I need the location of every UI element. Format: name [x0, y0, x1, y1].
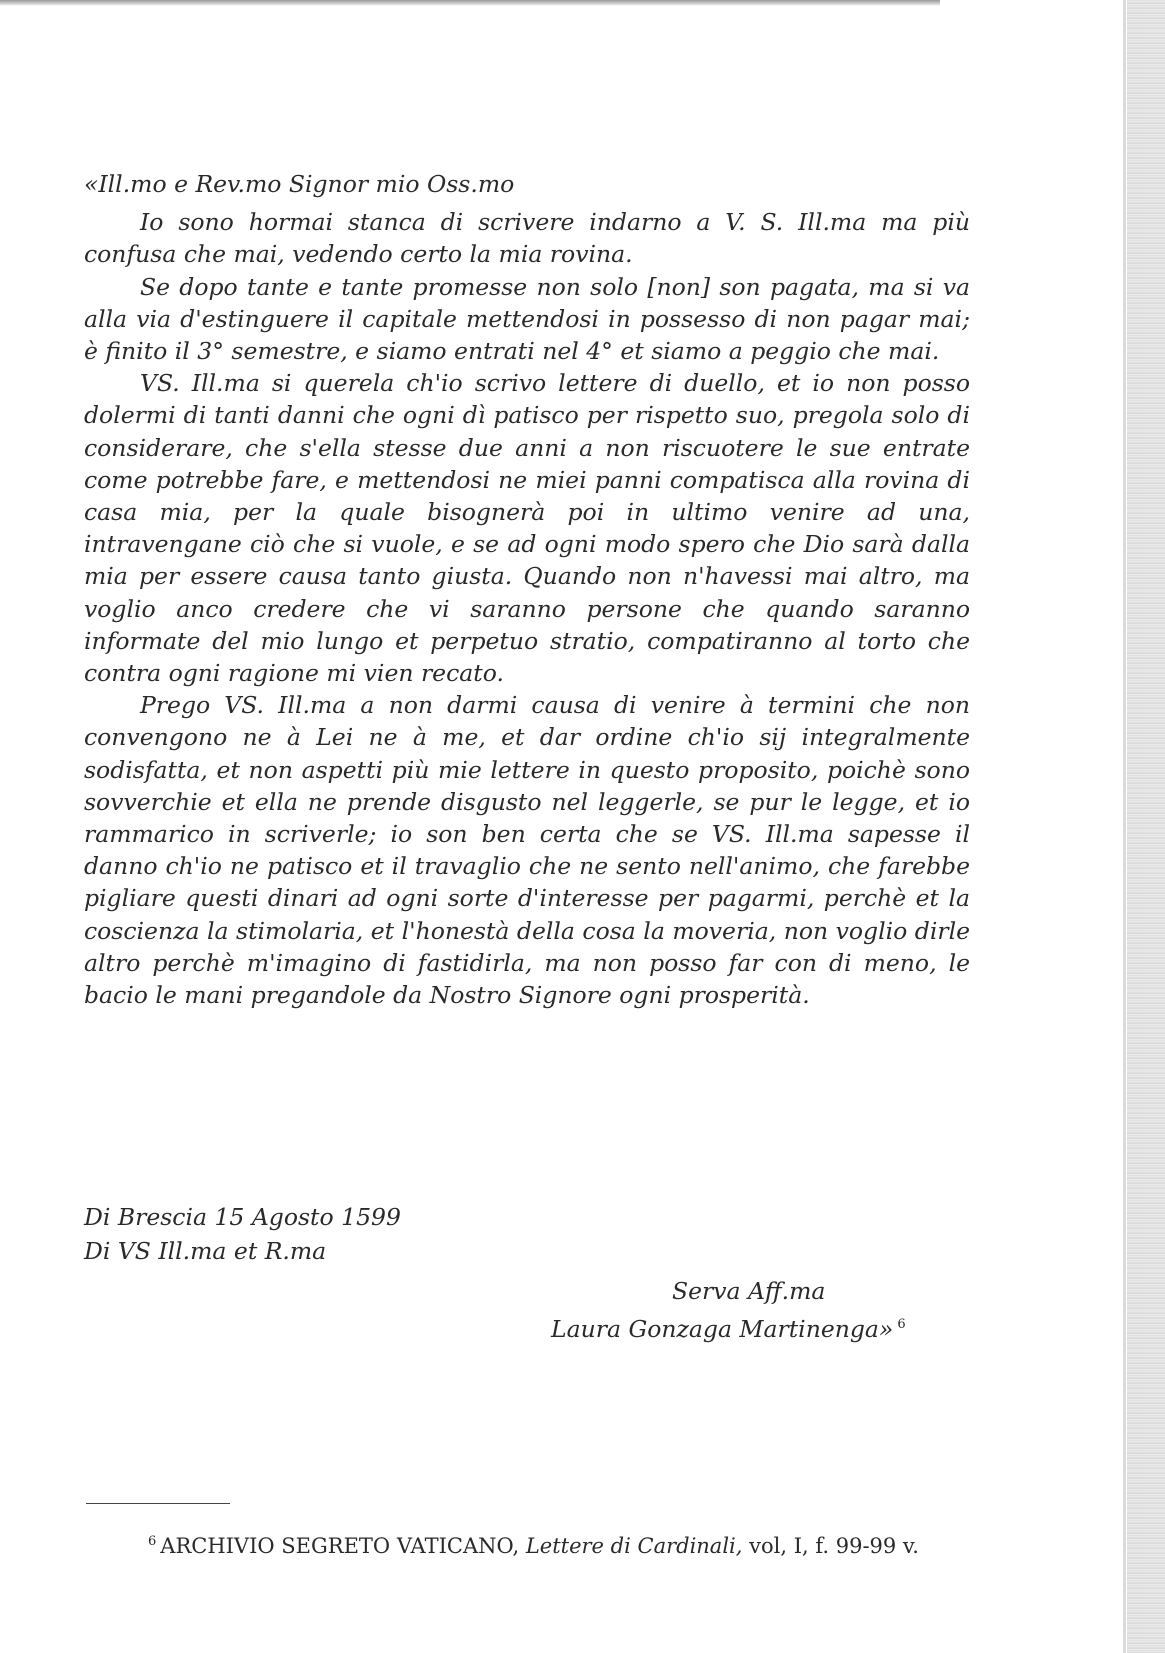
footnote-archive: ARCHIVIO SEGRETO VATICANO, [160, 1534, 520, 1558]
letter-salutation: «Ill.mo e Rev.mo Signor mio Oss.mo [84, 170, 515, 198]
footnote-number: 6 [148, 1534, 157, 1549]
address-line: Di VS Ill.ma et R.ma [84, 1237, 327, 1265]
page-top-edge [0, 0, 940, 6]
letter-paragraph: Prego VS. Ill.ma a non darmi causa di venire à termini che non convengono ne à Lei ne à me, et dar ordine ch'io sij integralmente sodisfatta, et non aspetti più mie lettere in questo proposito, poichè sono sovverchie et ella ne prende disgusto nel leggerle, se pur le legge, et io rammarico in scriverle; io son ben certa che se VS. Ill.ma sapesse il danno ch'io ne patisco et il travaglio che ne sento nell'animo, che farebbe pigliare questi dinari ad ogni sorte d'interesse per pagarmi, perchè et la coscienza la stimolaria, et l'honestà della cosa la moveria, non voglio dirle altro perchè m'imagino di fastidirla, ma non posso far con di meno, le bacio le mani pregandole da Nostro Signore ogni prosperità. [84, 691, 970, 1010]
letter-closing [84, 1200, 401, 1268]
page-scan-edge [1127, 0, 1165, 1653]
letter-paragraph: VS. Ill.ma si querela ch'io scrivo lettere di duello, et io non posso dolermi di tanti danni che ogni dì patisco per rispetto suo, pregola solo di considerare, che s'ella stesse due anni a non riscuotere le sue entrate come potrebbe fare, e mettendosi ne miei panni compatisca alla rovina di casa mia, per la quale bisognerà poi in ultimo venire ad una, intravengane ciò che si vuole, e se ad ogni modo spero che Dio sarà dalla mia per essere causa tanto giusta. Quando non n'havessi mai altro, ma voglio anco credere che vi saranno persone che quando saranno informate del mio lungo et perpetuo stratio, compatiranno al torto che contra ogni ragione mi vien recato. [84, 369, 970, 688]
footnote-divider [86, 1503, 230, 1504]
signatory-line [551, 1308, 906, 1346]
signatory-name: Laura Gonzaga Martinenga» [551, 1314, 894, 1343]
letter-paragraph: Io sono hormai stanca di scrivere indarno a V. S. Ill.ma ma più confusa che mai, vedendo certo la mia rovina. [84, 208, 970, 269]
place-date: Di Brescia 15 Agosto 1599 [84, 1203, 401, 1231]
footnote [84, 1527, 970, 1561]
letter-body [84, 168, 970, 1011]
footnote-location: vol, I, f. 99-99 v. [749, 1534, 919, 1558]
footnote-collection: Lettere di Cardinali, [525, 1534, 743, 1558]
footnote-reference: 6 [897, 1317, 906, 1332]
letter-paragraph: Se dopo tante e tante promesse non solo [non] son pagata, ma si va alla via d'estinguere il capitale mettendosi in possesso di non pagar mai; è finito il 3° semestre, e siamo entrati nel 4° et siamo a peggio che mai. [84, 272, 970, 366]
closing-formula: Serva Aff.ma [672, 1277, 826, 1305]
letter-signature [551, 1274, 906, 1346]
